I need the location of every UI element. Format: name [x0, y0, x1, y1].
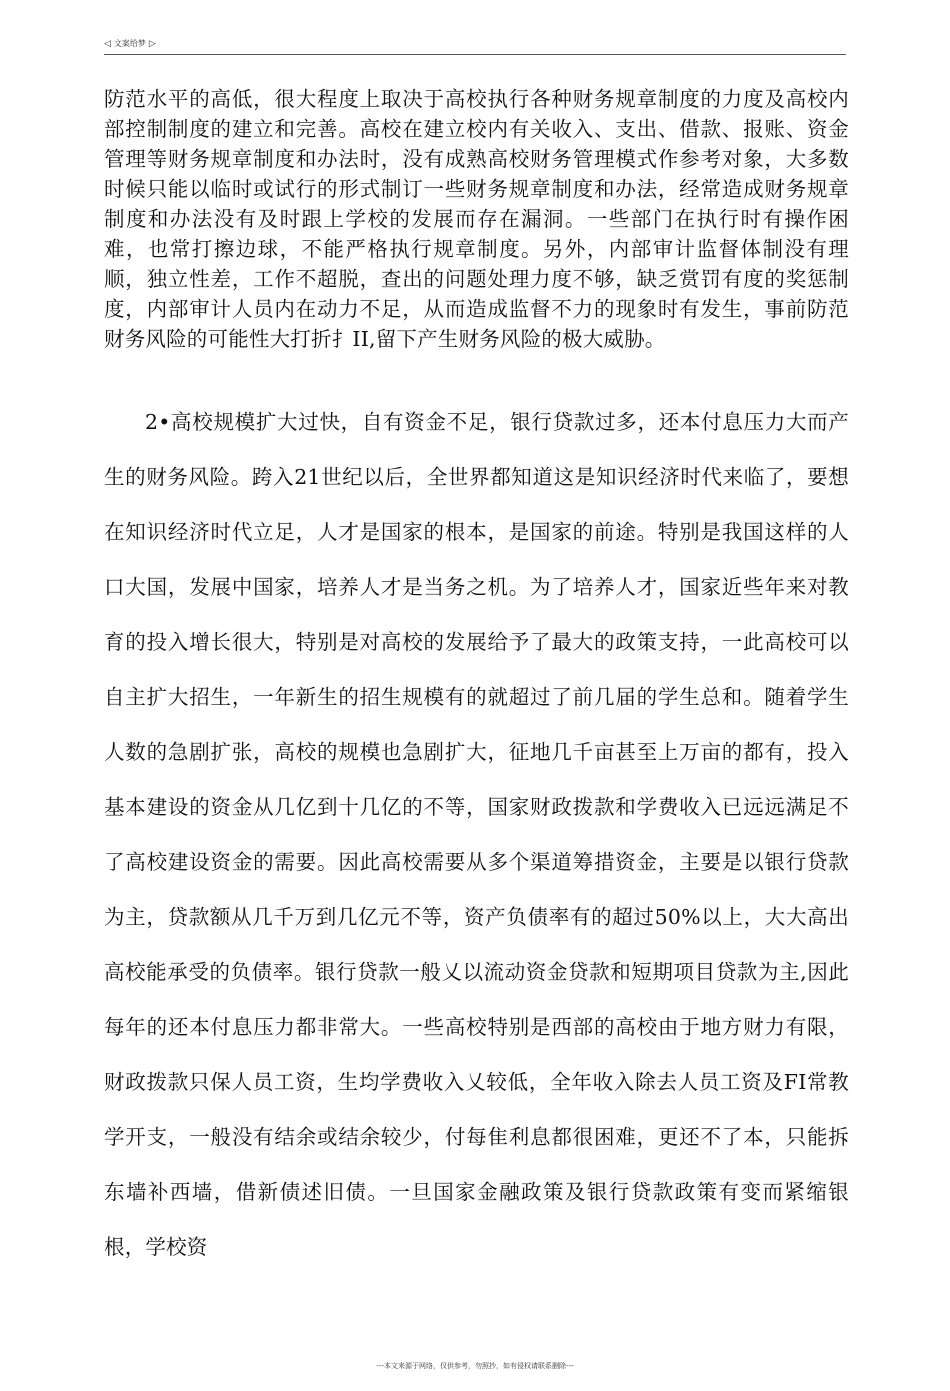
footer-disclaimer: ---本文来源于网络，仅供参考，勿照抄，如有侵权请联系删除--- [376, 1362, 574, 1370]
body-paragraph-2: 2•高校规模扩大过快，自有资金不足，银行贷款过多，还本付息压力大而产生的财务风险。跨入21世纪以后，全世界都知道这是知识经济时代来临了，要想在知识经济时代立足，人才是国家的根本，是国家的前途。特别是我国这样的人口大国，发展中国家，培养人才是当务之机。为了培养人才，国家近些年来对教育的投入增长很大，特别是对高校的发展给予了最大的政策支持，一此高校可以自主扩大招生，一年新生的招生规模有的就超过了前几届的学生总和。随着学生人数的急剧扩张，高校的规模也急剧扩大，征地几千亩甚至上万亩的都有，投入基本建设的资金从几亿到十几亿的不等，国家财政拨款和学费收入已远远满足不了高校建设资金的需要。因此高校需要从多个渠道筹措资金，主要是以银行贷款为主，贷款额从几千万到几亿元不等，资产负债率有的超过50%以上，大大高出高校能承受的负债率。银行贷款一般乂以流动资金贷款和短期项目贷款为主,因此每年的还本付息压力都非常大。一些高校特别是西部的高校由于地方财力有限，财政拨款只保人员工资，生均学费收入乂较低，全年收入除去人员工资及FI常教学开支，一般没有结余或结余较少，付每隹利息都很困难，更还不了本，只能拆东墙补西墙，借新债述旧债。一旦国家金融政策及银行贷款政策有变而紧缩银根，学校资 [104, 410, 849, 1259]
left-triangle-icon: ◁ [104, 39, 111, 49]
body-paragraph-1: 防范水平的高低，很大程度上取决于高校执行各种财务规章制度的力度及高校内部控制制度的建立和完善。高校在建立校内有关收入、支出、借款、报账、资金管理等财务规章制度和办法时，没有成熟高校财务管理模式作参考对象，大多数时候只能以临时或试行的形式制订一些财务规章制度和办法，经常造成财务规章制度和办法没有及时跟上学校的发展而存在漏洞。一些部门在执行时有操作困难，也常打擦边球，不能严格执行规章制度。另外，内部审计监督体制没有理顺，独立性差，工作不超脱，查出的问题处理力度不够，缺乏赏罚有度的奖惩制度，内部审计人员内在动力不足，从而造成监督不力的现象时有发生，事前防范财务风险的可能性大打折扌II,留下产生财务风险的极大威胁。 [104, 87, 849, 351]
page-header [104, 38, 846, 55]
header-title: 文案给梦 [113, 39, 146, 48]
right-triangle-icon: ▷ [148, 39, 156, 49]
